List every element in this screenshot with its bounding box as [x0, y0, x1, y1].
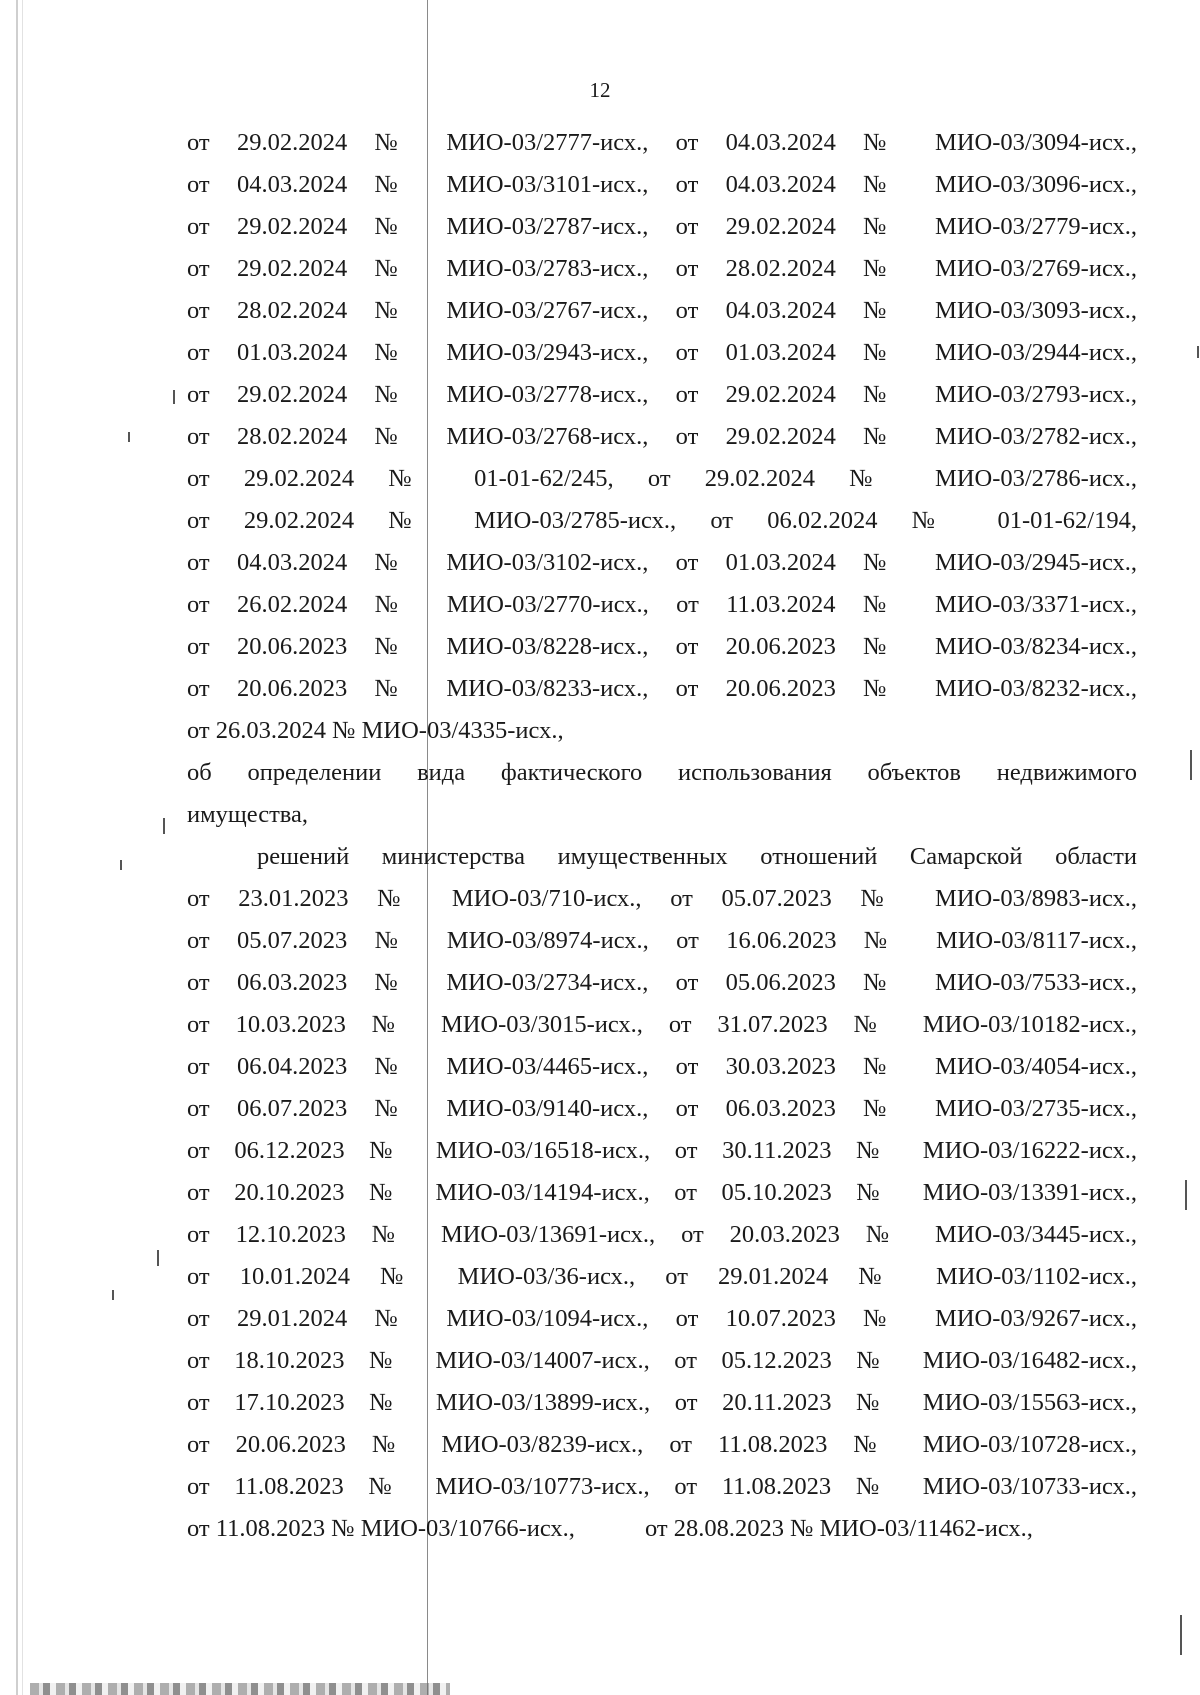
page-number: 12	[589, 78, 611, 102]
text-line: от 29.02.2024 № МИО-03/2783-исх., от 28.02.2024 № МИО-03/2769-исх.,	[187, 255, 1137, 282]
scan-speck	[128, 432, 130, 442]
text-line: от 17.10.2023 № МИО-03/13899-исх., от 20.11.2023 № МИО-03/15563-исх.,	[187, 1389, 1137, 1416]
text-line: от 05.07.2023 № МИО-03/8974-исх., от 16.06.2023 № МИО-03/8117-исх.,	[187, 927, 1137, 954]
text-line: от 26.02.2024 № МИО-03/2770-исх., от 11.03.2024 № МИО-03/3371-исх.,	[187, 591, 1137, 618]
text-line: от 20.06.2023 № МИО-03/8233-исх., от 20.06.2023 № МИО-03/8232-исх.,	[187, 675, 1137, 702]
text-line-right: от 28.08.2023 № МИО-03/11462-исх.,	[644, 1515, 1033, 1542]
text-line: от 29.01.2024 № МИО-03/1094-исх., от 10.07.2023 № МИО-03/9267-исх.,	[187, 1305, 1137, 1332]
scan-speck	[157, 1250, 159, 1266]
text-line: от 20.06.2023 № МИО-03/8239-исх., от 11.08.2023 № МИО-03/10728-исх.,	[187, 1431, 1137, 1458]
scan-speck	[1190, 750, 1192, 780]
text-line: от 26.03.2024 № МИО-03/4335-исх.,	[187, 717, 564, 744]
scan-speck	[120, 860, 122, 870]
scan-edge-artifact	[16, 0, 18, 1695]
text-line: от 23.01.2023 № МИО-03/710-исх., от 05.07.2023 № МИО-03/8983-исх.,	[187, 885, 1137, 912]
text-line: от 29.02.2024 № МИО-03/2787-исх., от 29.02.2024 № МИО-03/2779-исх.,	[187, 213, 1137, 240]
text-line: от 18.10.2023 № МИО-03/14007-исх., от 05.12.2023 № МИО-03/16482-исх.,	[187, 1347, 1137, 1374]
scan-speck	[1197, 346, 1199, 358]
text-line: от 20.06.2023 № МИО-03/8228-исх., от 20.06.2023 № МИО-03/8234-исх.,	[187, 633, 1137, 660]
text-line: об определении вида фактического использования объектов недвижимого	[187, 759, 1137, 786]
text-line: от 06.04.2023 № МИО-03/4465-исх., от 30.03.2023 № МИО-03/4054-исх.,	[187, 1053, 1137, 1080]
text-line: от 29.02.2024 № МИО-03/2778-исх., от 29.02.2024 № МИО-03/2793-исх.,	[187, 381, 1137, 408]
scan-speck	[173, 390, 175, 404]
text-line-left: от 11.08.2023 № МИО-03/10766-исх.,	[187, 1515, 575, 1542]
scan-edge-artifact	[22, 0, 23, 1695]
text-line: от 29.02.2024 № 01-01-62/245, от 29.02.2024 № МИО-03/2786-исх.,	[187, 465, 1137, 492]
text-line: от 10.01.2024 № МИО-03/36-исх., от 29.01.2024 № МИО-03/1102-исх.,	[187, 1263, 1137, 1290]
text-line: имущества,	[187, 801, 309, 828]
scan-speck	[1185, 1180, 1187, 1210]
text-line: от 04.03.2024 № МИО-03/3102-исх., от 01.03.2024 № МИО-03/2945-исх.,	[187, 549, 1137, 576]
text-line: от 28.02.2024 № МИО-03/2768-исх., от 29.02.2024 № МИО-03/2782-исх.,	[187, 423, 1137, 450]
scan-speck	[1180, 1615, 1182, 1655]
text-line-split	[187, 1508, 1137, 1550]
text-line: от 29.02.2024 № МИО-03/2785-исх., от 06.02.2024 № 01-01-62/194,	[187, 507, 1137, 534]
text-line: от 10.03.2023 № МИО-03/3015-исх., от 31.07.2023 № МИО-03/10182-исх.,	[187, 1011, 1137, 1038]
text-line: от 28.02.2024 № МИО-03/2767-исх., от 04.03.2024 № МИО-03/3093-исх.,	[187, 297, 1137, 324]
text-line: от 12.10.2023 № МИО-03/13691-исх., от 20.03.2023 № МИО-03/3445-исх.,	[187, 1221, 1137, 1248]
document-body	[187, 122, 1137, 1550]
scan-speck	[112, 1290, 114, 1300]
text-line: от 06.12.2023 № МИО-03/16518-исх., от 30.11.2023 № МИО-03/16222-исх.,	[187, 1137, 1137, 1164]
text-line: от 01.03.2024 № МИО-03/2943-исх., от 01.03.2024 № МИО-03/2944-исх.,	[187, 339, 1137, 366]
text-line: от 11.08.2023 № МИО-03/10773-исх., от 11.08.2023 № МИО-03/10733-исх.,	[187, 1473, 1137, 1500]
scan-speck	[163, 818, 165, 834]
text-line: от 06.03.2023 № МИО-03/2734-исх., от 05.06.2023 № МИО-03/7533-исх.,	[187, 969, 1137, 996]
scan-bottom-noise	[30, 1683, 450, 1695]
paragraph-first-line: решений министерства имущественных отношений Самарской области	[257, 843, 1137, 870]
text-line: от 29.02.2024 № МИО-03/2777-исх., от 04.03.2024 № МИО-03/3094-исх.,	[187, 129, 1137, 156]
text-line: от 06.07.2023 № МИО-03/9140-исх., от 06.03.2023 № МИО-03/2735-исх.,	[187, 1095, 1137, 1122]
text-line: от 04.03.2024 № МИО-03/3101-исх., от 04.03.2024 № МИО-03/3096-исх.,	[187, 171, 1137, 198]
text-line: от 20.10.2023 № МИО-03/14194-исх., от 05.10.2023 № МИО-03/13391-исх.,	[187, 1179, 1137, 1206]
